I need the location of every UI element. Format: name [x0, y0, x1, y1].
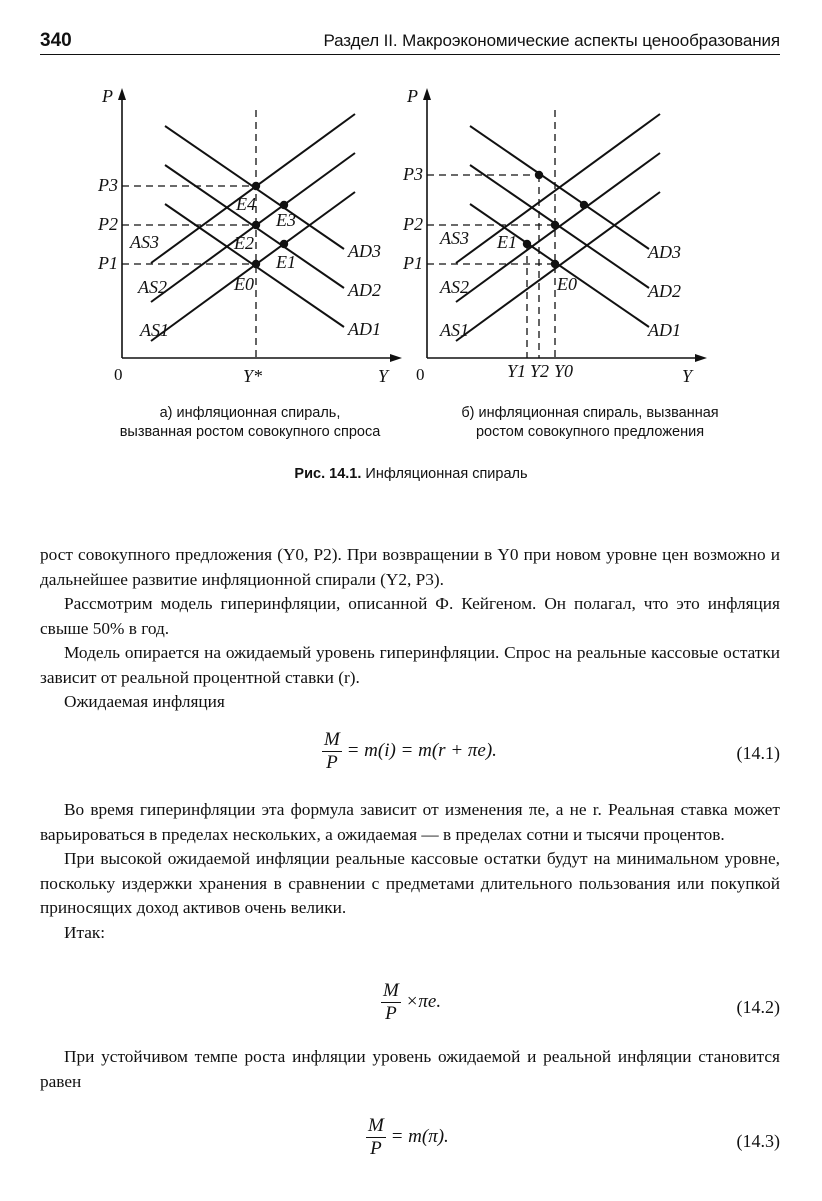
- page-number: 340: [40, 30, 72, 51]
- panel-a-e0: [252, 260, 260, 268]
- panel-b-e1: [523, 240, 531, 248]
- panel-a-e2: [252, 221, 260, 229]
- equation-number-14-1: (14.1): [736, 743, 780, 763]
- figure-caption-label: Рис. 14.1.: [294, 466, 362, 482]
- equation-number-14-3: (14.3): [736, 1131, 780, 1151]
- formula-14-3: [366, 1115, 449, 1160]
- panel-a-caption-line1: а) инфляционная спираль,: [159, 405, 341, 421]
- paragraph-8: При устойчивом темпе роста инфляции уровень ожидаемой и реальной инфляции становится равен: [40, 1047, 780, 1091]
- panel-a-e4: [252, 182, 260, 190]
- panel-b-ad2-label: AD2: [648, 281, 681, 301]
- formula-1-rhs: = m(i) = m(r + πe).: [346, 739, 497, 761]
- panel-a-p2-label: P2: [98, 214, 118, 234]
- panel-a-e2-label: E2: [234, 233, 254, 253]
- formula-3-rhs: = m(π).: [390, 1125, 449, 1147]
- panel-b-p2-label: P2: [403, 214, 423, 234]
- formula-1-numerator: M: [324, 729, 340, 750]
- paragraph-5: Во время гиперинфляции эта формула зависит от изменения πe, а не r. Реальная ставка может варьироваться в пределах нескольких, а ожидаемая — в пределах сотни и тысячи процентов.: [40, 800, 780, 844]
- panel-a-as2-label: AS2: [138, 277, 167, 297]
- panel-b-ad1-label: AD1: [648, 320, 681, 340]
- formula-3-numerator: M: [368, 1115, 384, 1136]
- panel-a-caption-line2: вызванная ростом совокупного спроса: [119, 424, 381, 440]
- panel-b-as2-label: AS2: [440, 277, 469, 297]
- panel-a-axis-y-label: Y: [378, 366, 389, 386]
- panel-b-p1-label: P1: [403, 253, 423, 273]
- panel-b-ad1: [470, 204, 649, 327]
- panel-b-point-p2: [551, 221, 559, 229]
- formula-1-denominator: P: [326, 752, 338, 773]
- panel-a-p3-label: P3: [98, 175, 118, 195]
- panel-a-ystar-label: Y*: [243, 366, 263, 386]
- text-block-2: [40, 798, 780, 945]
- formula-2-numerator: M: [383, 980, 399, 1001]
- panel-b-as1-label: AS1: [440, 320, 469, 340]
- panel-b-point-right: [580, 201, 588, 209]
- panel-b-p3-label: P3: [403, 164, 423, 184]
- panel-a-ad2-label: AD2: [348, 280, 381, 300]
- equation-number-14-2: (14.2): [736, 997, 780, 1017]
- figure-14-1: [0, 0, 822, 460]
- panel-b-caption: [420, 404, 760, 442]
- formula-14-2: [381, 980, 441, 1025]
- panel-a-e1: [280, 240, 288, 248]
- formula-14-1: [322, 729, 497, 774]
- text-block-1: [40, 543, 780, 715]
- paragraph-1: рост совокупного предложения (Y0, P2). При возвращении в Y0 при новом уровне цен возможно и дальнейшее развитие инфляционной спирали (Y2, P3).: [40, 545, 780, 589]
- panel-a-axis-p-label: P: [102, 86, 113, 106]
- figure-caption-text: Инфляционная спираль: [365, 466, 528, 482]
- paragraph-6: При высокой ожидаемой инфляции реальные кассовые остатки будут на минимальном уровне, поскольку издержки хранения в сравнении с предметами длительного пользования или покупкой приносящих доход активов очень велики.: [40, 849, 780, 917]
- text-block-3: [40, 1045, 780, 1094]
- paragraph-2: Рассмотрим модель гиперинфляции, описанной Ф. Кейгеном. Он полагал, что это инфляция свыше 50% в год.: [40, 594, 780, 638]
- panel-a-ad3-label: AD3: [348, 241, 381, 261]
- running-title: Раздел II. Макроэкономические аспекты ценообразования: [323, 31, 780, 50]
- panel-b-y0-label: Y0: [554, 361, 574, 381]
- panel-b-ad3: [470, 126, 649, 249]
- figure-caption: [0, 466, 822, 482]
- panel-a-e1-label: E1: [276, 252, 296, 272]
- paragraph-4: Ожидаемая инфляция: [64, 692, 225, 711]
- formula-3-denominator: P: [370, 1138, 382, 1159]
- panel-b-e0: [551, 260, 559, 268]
- panel-a-origin: 0: [114, 365, 123, 384]
- panel-a-caption: [60, 404, 440, 442]
- panel-b-e1-label: E1: [497, 232, 517, 252]
- formula-2-rhs: ×πe.: [405, 990, 442, 1012]
- panel-a-e4-label: E4: [236, 194, 256, 214]
- panel-b-axis-p-label: P: [407, 86, 418, 106]
- panel-b-ad2: [470, 165, 649, 288]
- panel-a-e0-label: E0: [234, 274, 254, 294]
- formula-2-denominator: P: [385, 1003, 397, 1024]
- panel-a-as3-label: AS3: [130, 232, 159, 252]
- panel-b-origin: 0: [416, 365, 425, 384]
- paragraph-7: Итак:: [64, 922, 106, 942]
- panel-a-p1-label: P1: [98, 253, 118, 273]
- panel-a-as1-label: AS1: [140, 320, 169, 340]
- panel-a-e3: [280, 201, 288, 209]
- panel-b-e0-label: E0: [557, 274, 577, 294]
- panel-b-ad3-label: AD3: [648, 242, 681, 262]
- panel-b-as3-label: AS3: [440, 228, 469, 248]
- panel-b-caption-line2: ростом совокупного предложения: [475, 424, 705, 440]
- panel-b-caption-line1: б) инфляционная спираль, вызванная: [461, 405, 719, 421]
- panel-b-axis-y-label: Y: [682, 366, 693, 386]
- panel-b-point-top: [535, 171, 543, 179]
- panel-b-y1-label: Y1: [507, 361, 527, 381]
- panel-a-e3-label: E3: [276, 210, 296, 230]
- panel-b-y2-label: Y2: [530, 361, 550, 381]
- panel-a-ad1-label: AD1: [348, 319, 381, 339]
- paragraph-3: Модель опирается на ожидаемый уровень гиперинфляции. Спрос на реальные кассовые остатки зависит от реальной процентной ставки (r).: [40, 643, 780, 687]
